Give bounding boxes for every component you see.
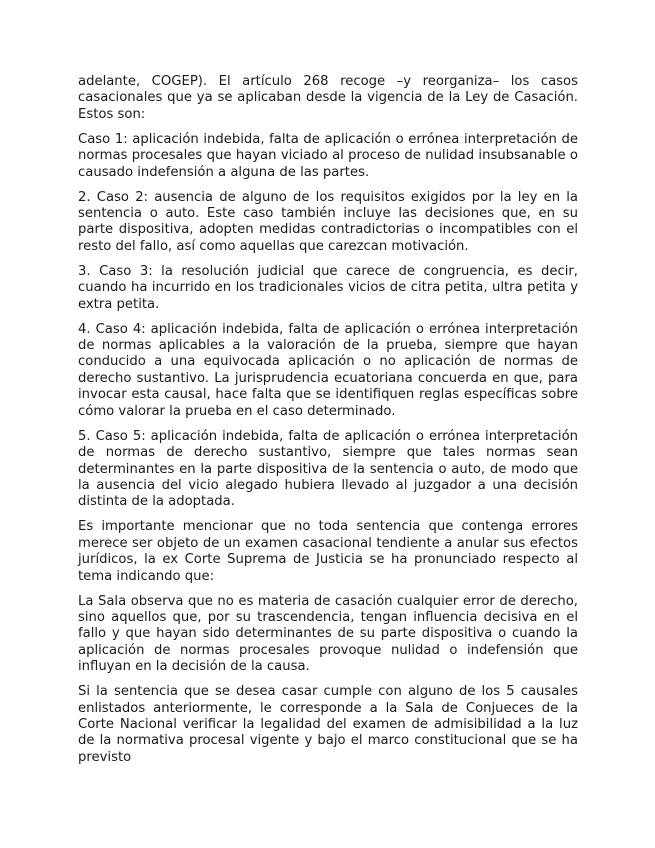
paragraph-caso-1: Caso 1: aplicación indebida, falta de aplicación o errónea interpretación de normas procesales que hayan viciado al proceso de nulidad insubsanable o causado indefensión a alguna de las partes. [78, 131, 578, 180]
paragraph-caso-2: 2. Caso 2: ausencia de alguno de los requisitos exigidos por la ley en la sentencia o auto. Este caso también incluye las decisiones que, en su parte dispositiva, adopten medidas contradictorias o incompatibles con el resto del fallo, así como aquellas que carezcan motivación. [78, 189, 578, 254]
paragraph-importante: Es importante mencionar que no toda sentencia que contenga errores merece ser objeto de un examen casacional tendiente a anular sus efectos jurídicos, la ex Corte Suprema de Justicia se ha pronunciado respecto al tema indicando que: [78, 519, 578, 584]
document-page [78, 74, 578, 775]
paragraph-quote-sala: La Sala observa que no es materia de casación cualquier error de derecho, sino aquellos que, por su trascendencia, tengan influencia decisiva en el fallo y que hayan sido determinantes de su parte dispositiva o cuando la aplicación de normas procesales provoque nulidad o indefensión que influyan en la decisión de la causa. [78, 593, 578, 675]
paragraph-caso-3: 3. Caso 3: la resolución judicial que carece de congruencia, es decir, cuando ha incurrido en los tradicionales vicios de citra petita, ultra petita y extra petita. [78, 263, 578, 312]
paragraph-conclusion: Si la sentencia que se desea casar cumple con alguno de los 5 causales enlistados anteriormente, le corresponde a la Sala de Conjueces de la Corte Nacional verificar la legalidad del examen de admisibilidad a la luz de la normativa procesal vigente y bajo el marco constitucional que se ha previsto [78, 684, 578, 765]
paragraph-caso-5: 5. Caso 5: aplicación indebida, falta de aplicación o errónea interpretación de normas de derecho sustantivo, siempre que tales normas sean determinantes en la parte dispositiva de la sentencia o auto, de modo que la ausencia del vicio alegado hubiera llevado al juzgador a una decisión distinta de la adoptada. [78, 428, 578, 510]
paragraph-intro: adelante, COGEP). El artículo 268 recoge –y reorganiza– los casos casacionales que ya se aplicaban desde la vigencia de la Ley de Casación. Estos son: [78, 74, 578, 122]
paragraph-caso-4: 4. Caso 4: aplicación indebida, falta de aplicación o errónea interpretación de normas aplicables a la valoración de la prueba, siempre que hayan conducido a una equivocada aplicación o no aplicación de normas de derecho sustantivo. La jurisprudencia ecuatoriana concuerda en que, para invocar esta causal, hace falta que se identifiquen reglas específicas sobre cómo valorar la prueba en el caso determinado. [78, 321, 578, 419]
